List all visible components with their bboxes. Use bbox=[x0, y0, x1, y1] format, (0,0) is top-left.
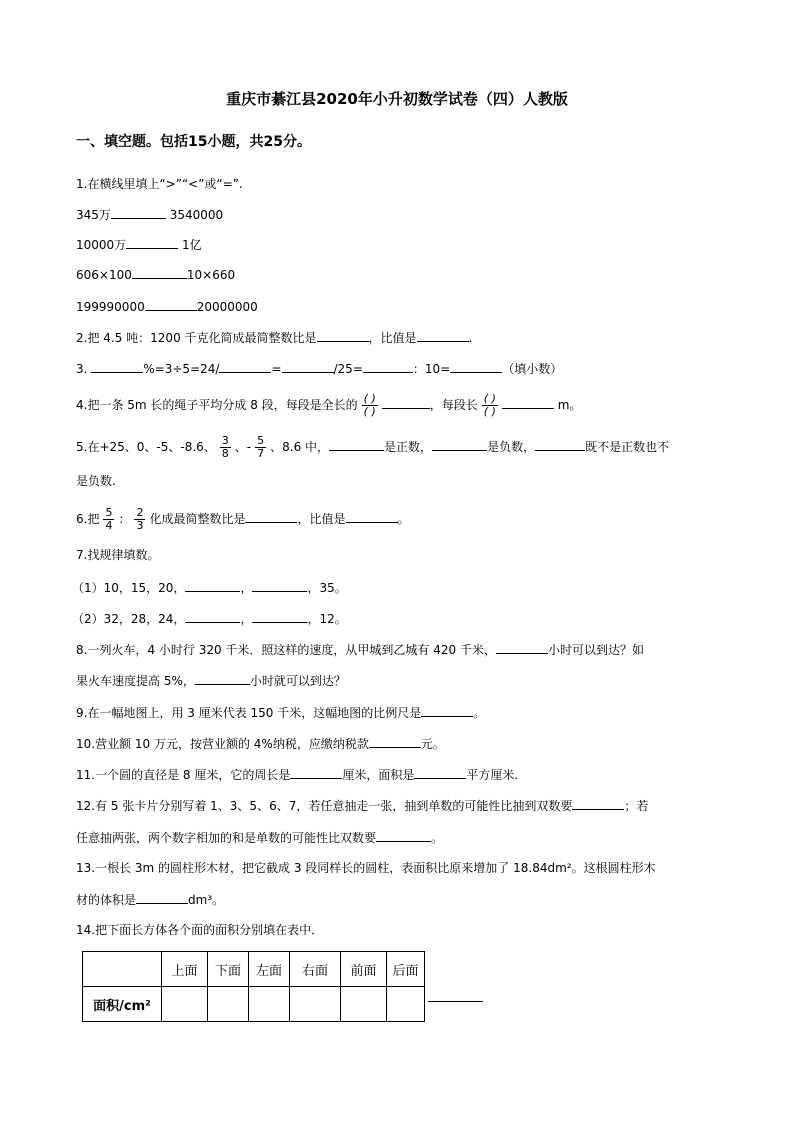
answer-cell[interactable] bbox=[162, 987, 208, 1022]
answer-blank[interactable] bbox=[252, 610, 307, 623]
question-12-line2 bbox=[76, 829, 443, 846]
question-1-c bbox=[76, 266, 235, 283]
answer-blank[interactable] bbox=[145, 298, 197, 311]
answer-blank[interactable] bbox=[502, 396, 554, 409]
answer-blank[interactable] bbox=[136, 891, 188, 904]
answer-blank[interactable] bbox=[317, 329, 369, 342]
q12-pre: 12.有 5 张卡片分别写着 1、3、5、6、7，若任意抽走一张，抽到单数的可能性比抽到双数要 bbox=[76, 799, 573, 813]
table-row bbox=[83, 987, 425, 1022]
question-7-2 bbox=[72, 610, 347, 627]
answer-blank[interactable] bbox=[290, 766, 342, 779]
question-9 bbox=[76, 704, 485, 721]
q4-mid: ，每段长 bbox=[429, 398, 478, 412]
question-6 bbox=[76, 506, 410, 532]
page-title: 重庆市綦江县2020年小升初数学试卷（四）人教版 bbox=[226, 90, 568, 108]
question-11 bbox=[76, 766, 518, 783]
fraction bbox=[220, 435, 231, 460]
fraction-denominator: 8 bbox=[221, 447, 229, 460]
answer-blank[interactable] bbox=[369, 735, 421, 748]
q8-line2-end: 小时就可以到达？ bbox=[249, 674, 346, 688]
q4-end: m。 bbox=[557, 398, 582, 412]
question-13: 13.一根长 3m 的圆柱形木材，把它截成 3 段同样长的圆柱，表面积比原来增加了 18.84dm²。这根圆柱形木 bbox=[76, 861, 656, 875]
answer-blank[interactable] bbox=[572, 797, 624, 810]
q11-mid: 厘米，面积是 bbox=[342, 768, 415, 782]
q3-p5: （填小数） bbox=[502, 362, 563, 376]
q12-mid: ；若 bbox=[624, 799, 649, 813]
blank-fraction[interactable] bbox=[482, 393, 498, 418]
table-header-cell: 上面 bbox=[162, 952, 208, 987]
table-header-cell: 前面 bbox=[341, 952, 387, 987]
q13-line2-end: dm³。 bbox=[188, 893, 225, 907]
face-area-table bbox=[82, 951, 425, 1022]
question-4 bbox=[76, 392, 581, 418]
table-header-row bbox=[83, 952, 425, 987]
question-14-stem: 14.把下面长方体各个面的面积分别填在表中． bbox=[76, 923, 324, 937]
answer-blank[interactable] bbox=[421, 704, 473, 717]
question-7-1 bbox=[72, 579, 347, 596]
answer-blank[interactable] bbox=[252, 579, 307, 592]
q13-line2-pre: 材的体积是 bbox=[76, 893, 137, 907]
answer-blank[interactable] bbox=[382, 396, 430, 409]
q8-line2-pre: 果火车速度提高 5%， bbox=[76, 674, 195, 688]
answer-blank[interactable] bbox=[428, 1000, 483, 1002]
fraction bbox=[255, 435, 266, 460]
answer-blank[interactable] bbox=[132, 266, 187, 279]
table-header-cell: 后面 bbox=[387, 952, 425, 987]
q2-end: . bbox=[468, 331, 473, 345]
answer-cell[interactable] bbox=[341, 987, 387, 1022]
answer-blank[interactable] bbox=[432, 438, 487, 451]
q8-mid: 小时可以到达？如 bbox=[547, 643, 644, 657]
q3-num: 3. bbox=[76, 362, 88, 376]
q1b-right: 1亿 bbox=[182, 238, 202, 252]
answer-blank[interactable] bbox=[91, 360, 143, 373]
question-5 bbox=[76, 434, 669, 460]
answer-blank[interactable] bbox=[219, 360, 271, 373]
q6-mid: 化成最简整数比是 bbox=[149, 512, 246, 526]
q4-pre: 4.把一条 5m 长的绳子平均分成 8 段，每段是全长的 bbox=[76, 398, 358, 412]
answer-blank[interactable] bbox=[376, 829, 431, 842]
fraction-denominator: 3 bbox=[136, 519, 144, 532]
answer-blank[interactable] bbox=[185, 610, 240, 623]
q3-p1: %=3÷5=24/ bbox=[143, 362, 220, 376]
q6-colon: ： bbox=[118, 512, 131, 526]
fraction-denominator: 7 bbox=[257, 447, 265, 460]
question-8-line2 bbox=[76, 672, 346, 689]
question-1-stem: 1.在横线里填上“>”“<”或“=”. bbox=[76, 177, 243, 191]
fraction-numerator: 5 bbox=[257, 434, 265, 447]
question-1-a bbox=[76, 206, 223, 223]
fraction bbox=[134, 507, 145, 532]
question-1-b bbox=[76, 236, 202, 253]
question-1-d bbox=[76, 298, 258, 315]
q7-2-pre: （2）32，28，24， bbox=[72, 612, 186, 626]
q1c-right: 10×660 bbox=[186, 268, 236, 282]
answer-cell[interactable] bbox=[387, 987, 425, 1022]
q7-1-pre: （1）10，15，20， bbox=[72, 581, 186, 595]
q7-2-end: ，12。 bbox=[307, 612, 347, 626]
q8-pre: 8.一列火车，4 小时行 320 千米．照这样的速度，从甲城到乙城有 420 千米， bbox=[76, 643, 496, 657]
q1a-right: 3540000 bbox=[169, 208, 224, 222]
fraction-denominator: 4 bbox=[105, 519, 113, 532]
q12-line2-end: 。 bbox=[431, 831, 444, 845]
answer-blank[interactable] bbox=[111, 206, 166, 219]
answer-blank[interactable] bbox=[245, 510, 297, 523]
question-5-line2: 是负数. bbox=[76, 474, 116, 488]
answer-blank[interactable] bbox=[496, 641, 548, 654]
question-8 bbox=[76, 641, 644, 658]
q1b-left: 10000万 bbox=[76, 238, 127, 252]
blank-fraction[interactable] bbox=[362, 393, 378, 418]
question-12 bbox=[76, 797, 648, 814]
table-header-cell bbox=[83, 952, 162, 987]
answer-blank[interactable] bbox=[282, 360, 334, 373]
table-header-cell: 左面 bbox=[249, 952, 290, 987]
answer-blank[interactable] bbox=[185, 579, 240, 592]
q1c-left: 606×100 bbox=[76, 268, 132, 282]
fraction-numerator: ( ) bbox=[363, 392, 376, 405]
q2-pre: 2.把 4.5 吨：1200 千克化简成最简整数比是 bbox=[76, 331, 317, 345]
q6-end: 。 bbox=[397, 512, 410, 526]
q11-pre: 11.一个圆的直径是 8 厘米，它的周长是 bbox=[76, 768, 291, 782]
fraction-denominator: ( ) bbox=[363, 405, 376, 418]
answer-blank[interactable] bbox=[346, 510, 398, 523]
answer-blank[interactable] bbox=[417, 329, 469, 342]
q1a-left: 345万 bbox=[76, 208, 111, 222]
question-10 bbox=[76, 735, 445, 752]
q11-end: 平方厘米. bbox=[466, 768, 519, 782]
section-heading: 一、填空题。包括15小题，共25分。 bbox=[76, 134, 311, 150]
fraction-denominator: ( ) bbox=[483, 405, 496, 418]
answer-blank[interactable] bbox=[535, 438, 585, 451]
answer-blank[interactable] bbox=[363, 360, 413, 373]
q10-end: 元。 bbox=[420, 737, 445, 751]
question-3 bbox=[76, 360, 562, 377]
q9-end: 。 bbox=[473, 706, 486, 720]
question-13-line2 bbox=[76, 891, 224, 908]
answer-cell[interactable] bbox=[249, 987, 290, 1022]
question-7-stem: 7.找规律填数。 bbox=[76, 548, 160, 562]
question-2 bbox=[76, 329, 472, 346]
q2-mid: ，比值是 bbox=[368, 331, 417, 345]
answer-blank[interactable] bbox=[414, 766, 466, 779]
q3-p2: = bbox=[271, 362, 282, 376]
answer-cell[interactable] bbox=[208, 987, 249, 1022]
q9-pre: 9.在一幅地图上，用 3 厘米代表 150 千米，这幅地图的比例尺是 bbox=[76, 706, 422, 720]
fraction-numerator: 5 bbox=[105, 506, 113, 519]
row-label: 面积/cm² bbox=[83, 987, 162, 1022]
q5-pre: 5.在+25、0、-5、-8.6、 bbox=[76, 440, 216, 454]
table-header-cell: 右面 bbox=[290, 952, 341, 987]
fraction bbox=[103, 507, 114, 532]
answer-blank[interactable] bbox=[329, 438, 384, 451]
answer-cell[interactable] bbox=[290, 987, 341, 1022]
fraction-numerator: ( ) bbox=[483, 392, 496, 405]
q5-post: 、8.6 中， bbox=[270, 440, 330, 454]
q1d-left: 199990000 bbox=[76, 300, 145, 314]
answer-blank[interactable] bbox=[450, 360, 502, 373]
q6-mid2: ，比值是 bbox=[297, 512, 346, 526]
table-header-cell: 下面 bbox=[208, 952, 249, 987]
q3-p3: /25= bbox=[333, 362, 363, 376]
q7-comma: ， bbox=[240, 581, 253, 595]
q3-p4: ：10= bbox=[412, 362, 451, 376]
q7-comma: ， bbox=[240, 612, 253, 626]
answer-blank[interactable] bbox=[195, 672, 250, 685]
answer-blank[interactable] bbox=[126, 236, 178, 249]
q10-pre: 10.营业额 10 万元，按营业额的 4%纳税，应缴纳税款 bbox=[76, 737, 369, 751]
fraction-numerator: 2 bbox=[136, 506, 144, 519]
fraction-numerator: 3 bbox=[221, 434, 229, 447]
q1d-right: 20000000 bbox=[196, 300, 258, 314]
q5-t1: 是正数， bbox=[384, 440, 433, 454]
q5-sep: 、- bbox=[234, 440, 252, 454]
q6-pre: 6.把 bbox=[76, 512, 100, 526]
q5-t2: 是负数， bbox=[487, 440, 536, 454]
q7-1-end: ，35。 bbox=[307, 581, 347, 595]
q5-t3: 既不是正数也不 bbox=[585, 440, 670, 454]
q12-line2-pre: 任意抽两张，两个数字相加的和是单数的可能性比双数要 bbox=[76, 831, 377, 845]
